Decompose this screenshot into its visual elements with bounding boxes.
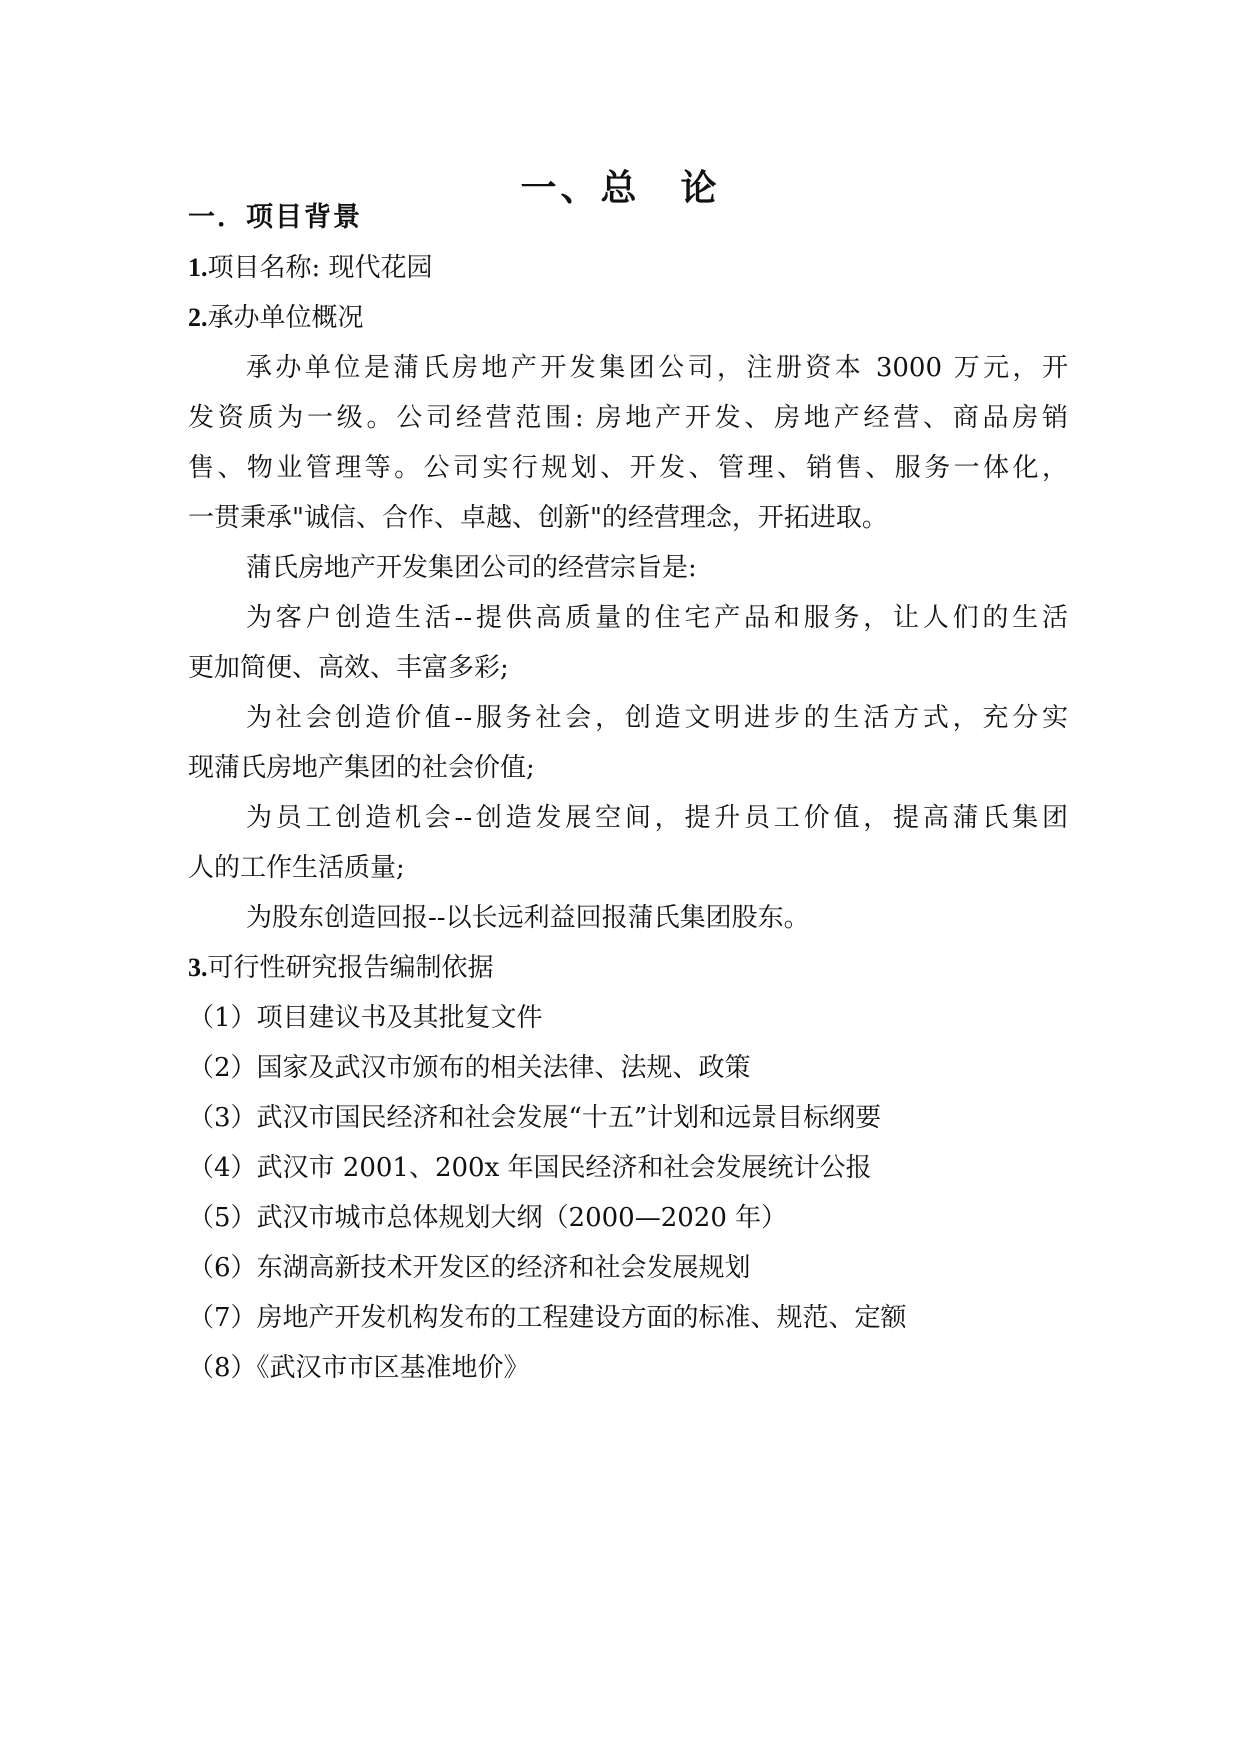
paragraph-line: 人的工作生活质量; [188, 853, 405, 883]
paragraph-line: 售、物业管理等。公司实行规划、开发、管理、销售、服务一体化， [188, 453, 1068, 483]
item-compilation-basis [188, 950, 1068, 986]
paragraph-line: 现蒲氏房地产集团的社会价值; [188, 753, 535, 783]
paragraph-line: 为股东创造回报--以长远利益回报蒲氏集团股东。 [246, 903, 810, 933]
basis-list-item: （2）国家及武汉市颁布的相关法律、法规、政策 [188, 1053, 751, 1083]
paragraph-line: 更加简便、高效、丰富多彩; [188, 653, 509, 683]
paragraph-line: 发资质为一级。公司经营范围: 房地产开发、房地产经营、商品房销 [188, 403, 1068, 433]
basis-list-item: （5）武汉市城市总体规划大纲（2000—2020 年） [188, 1203, 788, 1233]
paragraph-line: 为客户创造生活--提供高质量的住宅产品和服务，让人们的生活 [246, 603, 1068, 633]
item-project-name [188, 250, 1068, 286]
item-text: 承办单位概况 [207, 303, 364, 333]
basis-list-item: （3）武汉市国民经济和社会发展“十五”计划和远景目标纲要 [188, 1103, 882, 1133]
basis-list-item: （8）《武汉市市区基准地价》 [188, 1353, 530, 1383]
page-title: 一、总 论 [520, 167, 721, 209]
basis-list-item: （4）武汉市 2001、200x 年国民经济和社会发展统计公报 [188, 1153, 872, 1183]
basis-list-item: （6）东湖高新技术开发区的经济和社会发展规划 [188, 1253, 751, 1283]
item-number: 3. [188, 953, 208, 982]
item-text: 项目名称: 现代花园 [207, 253, 433, 283]
paragraph-line: 为员工创造机会--创造发展空间，提升员工价值，提高蒲氏集团 [246, 803, 1068, 833]
paragraph-line: 一贯秉承"诚信、合作、卓越、创新"的经营理念，开拓进取。 [188, 503, 888, 533]
item-number: 2. [188, 303, 208, 332]
basis-list-item: （7）房地产开发机构发布的工程建设方面的标准、规范、定额 [188, 1303, 907, 1333]
item-text: 可行性研究报告编制依据 [207, 953, 494, 983]
paragraph-line: 蒲氏房地产开发集团公司的经营宗旨是: [246, 553, 697, 583]
item-organizer-overview [188, 300, 1068, 336]
paragraph-line: 承办单位是蒲氏房地产开发集团公司，注册资本 3000 万元，开 [246, 353, 1068, 383]
item-number: 1. [188, 253, 208, 282]
basis-list-item: （1）项目建议书及其批复文件 [188, 1003, 543, 1033]
paragraph-line: 为社会创造价值--服务社会，创造文明进步的生活方式，充分实 [246, 703, 1068, 733]
section-heading: 一．项目背景 [188, 202, 362, 233]
